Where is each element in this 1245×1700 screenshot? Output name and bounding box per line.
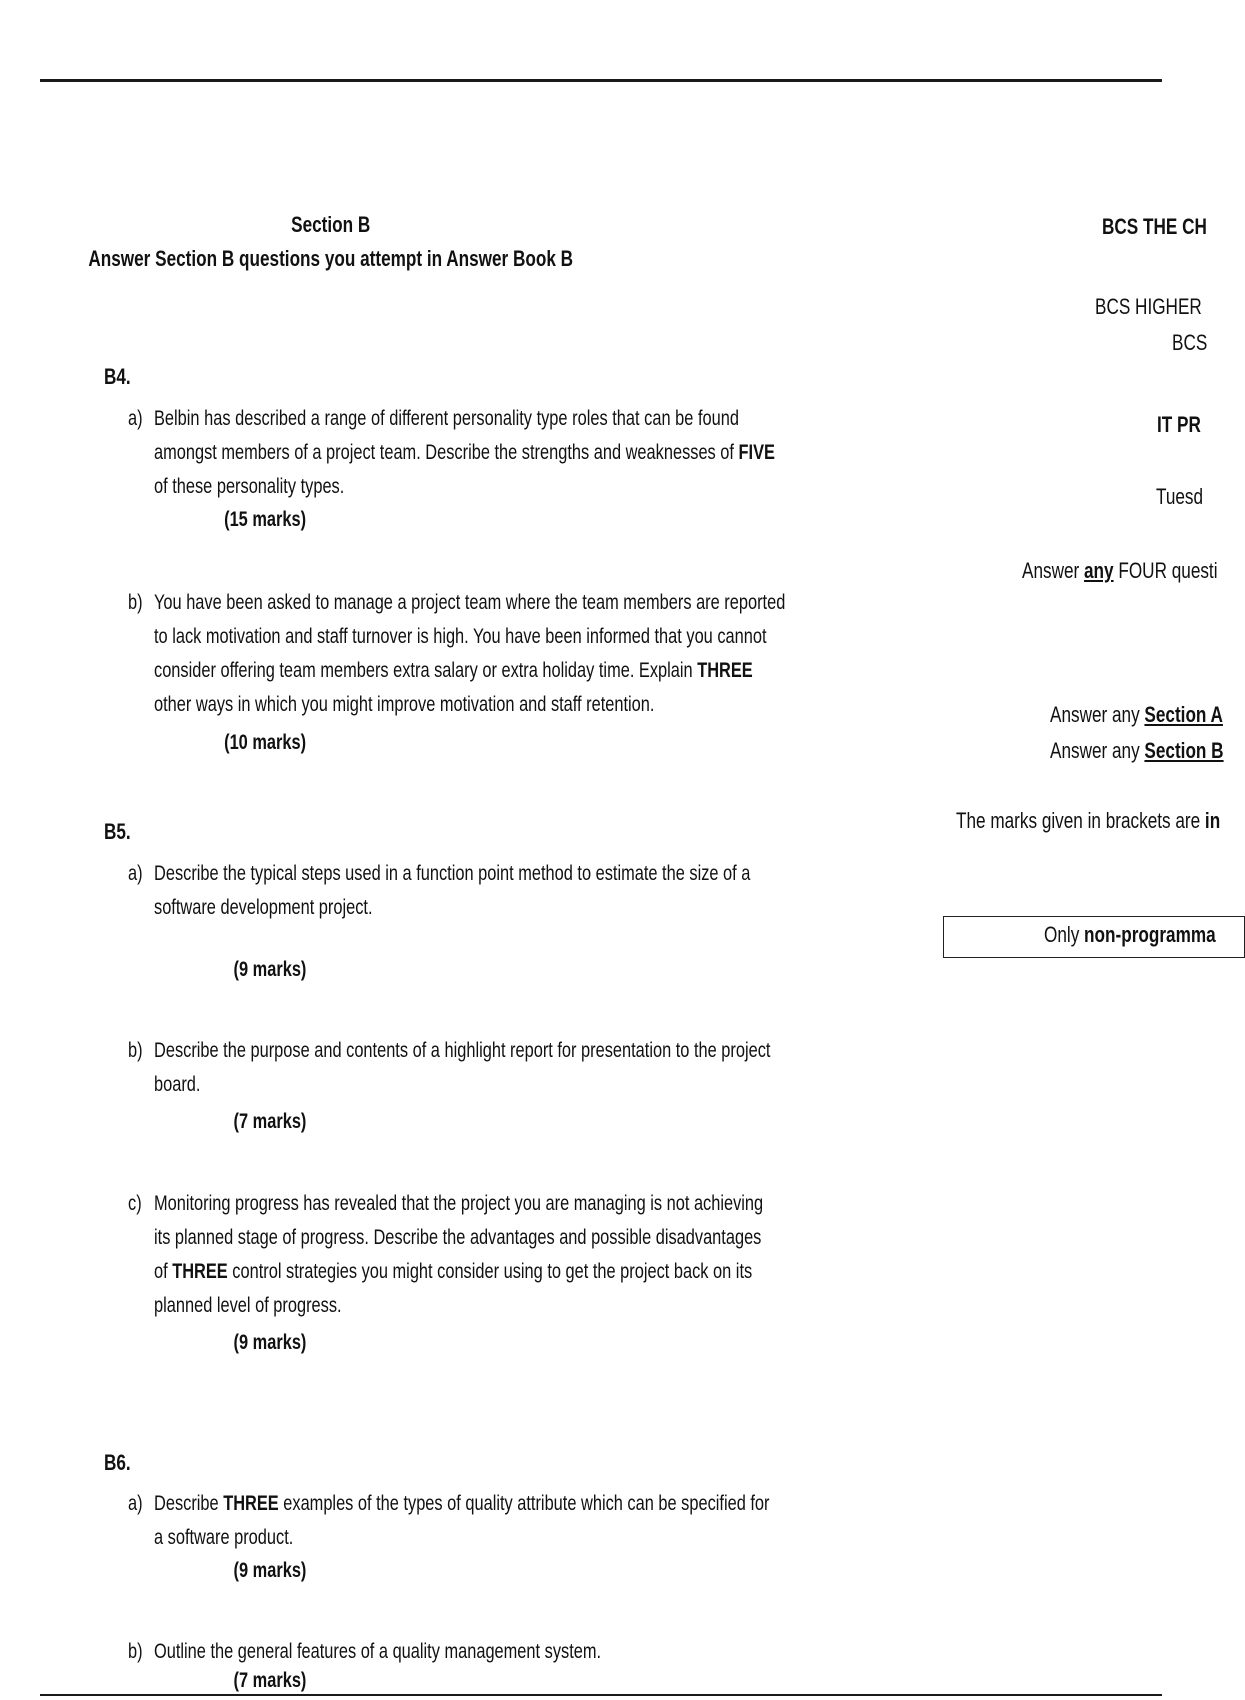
text-line-fragment: amongst members of a project team. Describe the strengths and weaknesses of FIVE — [154, 441, 775, 464]
part-label: a) — [128, 1492, 143, 1515]
cover-emphasis: in — [1204, 808, 1221, 833]
cover-emphasis: any — [1083, 558, 1114, 583]
emphasis: THREE — [172, 1260, 228, 1283]
text-line: Monitoring progress has revealed that the project you are managing is not achieving — [154, 1192, 764, 1215]
emphasis: THREE — [223, 1492, 279, 1515]
cover-marks-note — [956, 808, 1220, 834]
marks-b6b: (7 marks) — [233, 1669, 306, 1692]
text-line: Describe the purpose and contents of a highlight report for presentation to the project — [154, 1039, 771, 1062]
cover-emphasis: Section B — [1144, 738, 1224, 763]
cover-emphasis: non-programma — [1084, 922, 1216, 947]
text-line: Belbin has described a range of different personality type roles that can be found — [154, 407, 739, 430]
section-title: Section B — [291, 212, 371, 237]
emphasis: THREE — [697, 659, 753, 682]
calculator-notice-box — [943, 916, 1245, 958]
part-label: b) — [128, 591, 143, 614]
text-line: to lack motivation and staff turnover is high. You have been informed that you cannot — [154, 625, 767, 648]
marks-b5b: (7 marks) — [233, 1110, 306, 1133]
bottom-rule — [40, 1694, 1162, 1696]
cover-text: Answer any — [1050, 738, 1145, 763]
part-label: b) — [128, 1640, 143, 1663]
cover-emphasis: Section A — [1144, 702, 1223, 727]
question-number-b4: B4. — [104, 364, 131, 389]
cover-text: Answer any — [1050, 702, 1145, 727]
text-line: Describe the typical steps used in a function point method to estimate the size of a — [154, 862, 751, 885]
section-subtitle: Answer Section B questions you attempt in Answer Book B — [88, 246, 574, 271]
cover-higher: BCS HIGHER — [1095, 294, 1202, 319]
marks-b6a: (9 marks) — [233, 1559, 306, 1582]
text-line: a software product. — [154, 1526, 294, 1549]
marks-b4a: (15 marks) — [224, 508, 306, 531]
text-line: of THREE control strategies you might consider using to get the project back on its — [154, 1260, 753, 1283]
cover-subject: IT PR — [1157, 412, 1201, 437]
part-label: b) — [128, 1039, 143, 1062]
text-line: other ways in which you might improve motivation and staff retention. — [154, 693, 655, 716]
text-line: consider offering team members extra salary or extra holiday time. Explain THREE — [154, 659, 753, 682]
marks-b5a: (9 marks) — [233, 958, 306, 981]
part-label: c) — [128, 1192, 142, 1215]
marks-b5c: (9 marks) — [233, 1331, 306, 1354]
cover-text: Answer — [1022, 558, 1084, 583]
part-label: a) — [128, 407, 143, 430]
marks-b4b: (10 marks) — [224, 731, 306, 754]
calculator-notice — [1044, 922, 1216, 948]
cover-bcs: BCS — [1172, 330, 1208, 355]
cover-section-a — [1050, 702, 1223, 728]
text-line: planned level of progress. — [154, 1294, 342, 1317]
cover-section-b — [1050, 738, 1224, 764]
text-line: You have been asked to manage a project team where the team members are reported — [154, 591, 786, 614]
cover-day: Tuesd — [1156, 484, 1204, 509]
text-line: software development project. — [154, 896, 373, 919]
cover-org: BCS THE CH — [1102, 214, 1207, 239]
cover-text: The marks given in brackets are — [956, 808, 1205, 833]
text-line: of these personality types. — [154, 475, 345, 498]
cover-answer-any — [1022, 558, 1218, 584]
part-label: a) — [128, 862, 143, 885]
text-line: its planned stage of progress. Describe the advantages and possible disadvantages — [154, 1226, 762, 1249]
emphasis: FIVE — [738, 441, 775, 464]
cover-text: FOUR questi — [1113, 558, 1218, 583]
text-line: Outline the general features of a quality management system. — [154, 1640, 602, 1663]
text-line: Describe THREE examples of the types of quality attribute which can be specified for — [154, 1492, 770, 1515]
cover-text: Only — [1044, 922, 1085, 947]
text-line: board. — [154, 1073, 201, 1096]
question-number-b5: B5. — [104, 819, 131, 844]
question-number-b6: B6. — [104, 1450, 131, 1475]
